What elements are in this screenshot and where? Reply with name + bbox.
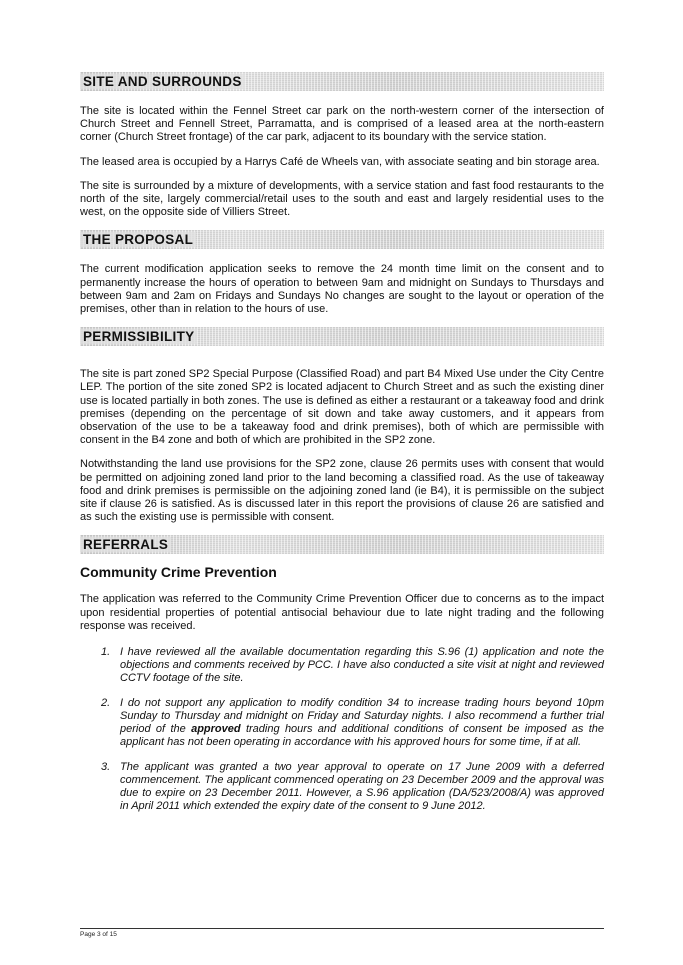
paragraph: The leased area is occupied by a Harrys Café de Wheels van, with associate seating and bin storage area. [80,155,600,168]
list-item-number: 1. [101,646,111,659]
paragraph: The current modification application seeks to remove the 24 month time limit on the consent and to permanently increase the hours of operation to between 9am and midnight on Sundays to Thursdays and between 9am and 2am on Fridays and Sundays No changes are sought to the layout or operation of the premises, other than in relation to the hours of use. [80,263,604,316]
section-heading-referrals [80,535,604,554]
list-item-text-after: trading hours and additional conditions of consent be imposed as the applicant has not been operating in accordance with his approved hours for some time, if at all. [120,723,604,749]
subheading-community-crime-prevention: Community Crime Prevention [80,564,277,581]
page-content [80,72,604,824]
list-item [80,646,604,686]
paragraph: The site is located within the Fennel Street car park on the north-western corner of the intersection of Church Street and Fennell Street, Parramatta, and is comprised of a leased area at the north-eastern corner (Church Street frontage) of the car park, adjacent to its boundary with the service station. [80,105,604,144]
section-heading-label: SITE AND SURROUNDS [80,74,245,89]
paragraph: The site is part zoned SP2 Special Purpose (Classified Road) and part B4 Mixed Use under the City Centre LEP. The portion of the site zoned SP2 is located adjacent to Church Street and as such the existing diner use is located partially in both zones. The use is defined as either a restaurant or a takeaway food and drink premises (depending on the percentage of sit down and take away customers, and it appears from observation of the use to be a takeaway food and drink premises), both of which are permissible with consent in the B4 zone and both of which are prohibited in the SP2 zone. [80,368,604,447]
page-number: Page 3 of 15 [80,931,117,938]
list-item-text-bold: approved [191,723,241,736]
list-item-number: 3. [101,760,111,773]
section-heading-site [80,72,604,91]
section-heading-label: THE PROPOSAL [80,232,196,247]
page-footer [80,928,604,938]
list-item-text: The applicant was granted a two year approval to operate on 17 June 2009 with a deferred commencement. The applicant commenced operating on 23 December 2009 and the approval was due to expire on 23 December 2011. However, a S.96 application (DA/523/2008/A) was approved in April 2011 which extended the expiry date of the consent to 9 June 2012. [120,760,604,813]
response-list [80,646,604,813]
list-item-number: 2. [101,696,111,709]
section-heading-label: REFERRALS [80,537,171,552]
paragraph: The application was referred to the Community Crime Prevention Officer due to concerns as to the impact upon residential properties of potential antisocial behaviour due to late night trading and the following response was received. [80,593,604,632]
list-item-text-before: I do not support any application to modify condition 34 to increase trading hours beyond 10pm Sunday to Thursday and midnight on Friday and Saturday nights. I also recommend a further trial period of the [120,696,604,736]
section-heading-label: PERMISSIBILITY [80,329,197,344]
list-item-text: I have reviewed all the available documentation regarding this S.96 (1) application and note the objections and comments received by PCC. I have also conducted a site visit at night and reviewed CCTV footage of the site. [120,646,604,685]
list-item [80,697,604,750]
paragraph: Notwithstanding the land use provisions for the SP2 zone, clause 26 permits uses with consent that would be permitted on adjoining zoned land prior to the land becoming a classified road. As the use of takeaway food and drink premises is permissible on the adjoining zoned land (ie B4), it is permissible on the subject site if clause 26 is satisfied. As is discussed later in this report the provisions of clause 26 are satisfied and as such the existing use is permissible with consent. [80,458,604,524]
list-item [80,761,604,814]
section-heading-proposal [80,230,604,249]
section-heading-permissibility [80,327,604,346]
paragraph: The site is surrounded by a mixture of developments, with a service station and fast food restaurants to the north of the site, largely commercial/retail uses to the south and east and largely residential uses to the west, on the opposite side of Villiers Street. [80,179,604,219]
